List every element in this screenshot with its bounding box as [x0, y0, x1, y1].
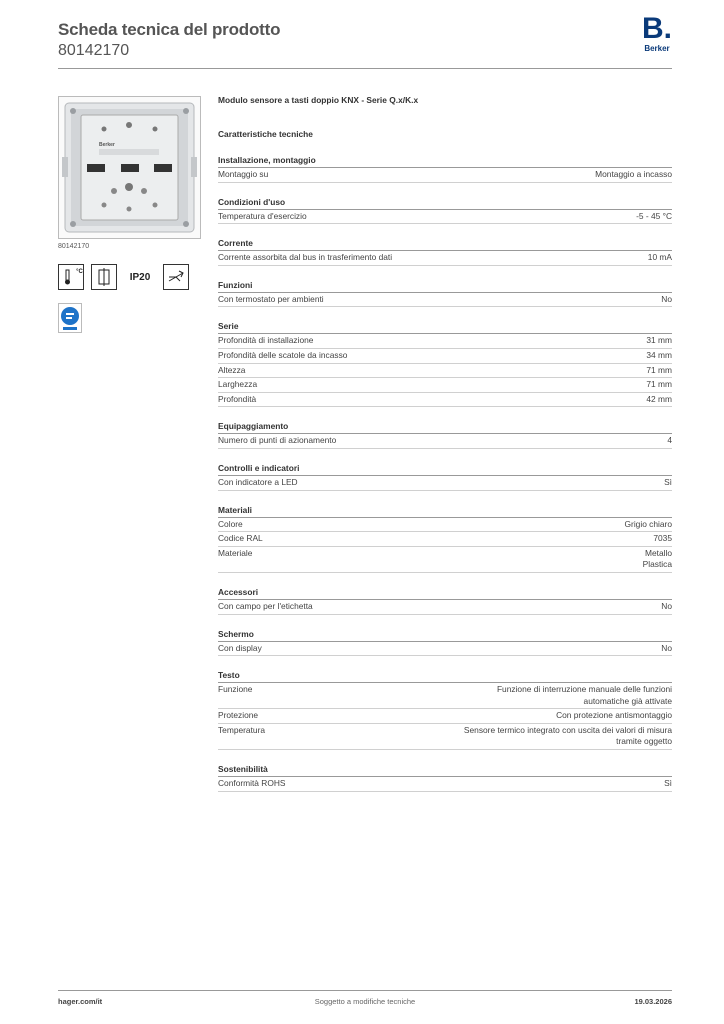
spec-value: 10 mA	[647, 252, 672, 263]
spec-label: Temperatura d'esercizio	[218, 210, 307, 221]
page-header	[58, 20, 280, 60]
spec-label: Codice RAL	[218, 533, 263, 544]
spec-section	[218, 196, 672, 225]
section-title: Equipaggiamento	[218, 420, 672, 434]
spec-value: No	[661, 293, 672, 304]
spec-label: Temperatura	[218, 724, 266, 735]
spec-row	[218, 378, 672, 393]
logo-text: Berker	[644, 44, 670, 53]
spec-row	[218, 168, 672, 183]
section-title: Sostenibilità	[218, 763, 672, 777]
spec-row	[218, 349, 672, 364]
section-title: Serie	[218, 320, 672, 334]
symbol-icons	[58, 264, 189, 290]
spec-section	[218, 462, 672, 491]
spec-row	[218, 518, 672, 533]
spec-label: Profondità delle scatole da incasso	[218, 349, 348, 360]
specs-heading: Caratteristiche tecniche	[218, 129, 313, 139]
spec-value: 34 mm	[646, 349, 672, 360]
logo-letter: B.	[642, 12, 672, 45]
spec-value: 4	[667, 435, 672, 446]
spec-row	[218, 642, 672, 657]
spec-label: Protezione	[218, 710, 259, 721]
spec-section	[218, 279, 672, 308]
spec-section	[218, 586, 672, 615]
spec-row	[218, 293, 672, 308]
spec-label: Con termostato per ambienti	[218, 293, 324, 304]
temperature-icon: °C	[58, 264, 84, 290]
spec-row	[218, 777, 672, 792]
spec-value: Sì	[664, 778, 672, 789]
spec-label: Altezza	[218, 364, 246, 375]
product-code: 80142170	[58, 42, 130, 59]
spec-value: Montaggio a incasso	[595, 169, 672, 179]
spec-value: Sì	[664, 476, 672, 487]
spec-section	[218, 669, 672, 750]
spec-section	[218, 320, 672, 407]
section-title: Materiali	[218, 504, 672, 518]
section-title: Schermo	[218, 628, 672, 642]
spec-value: -5 - 45 °C	[636, 210, 672, 221]
spec-row	[218, 600, 672, 615]
spec-label: Corrente assorbita dal bus in trasferimento dati	[218, 252, 393, 263]
spec-section	[218, 420, 672, 449]
device-label: Berker	[99, 142, 115, 148]
footer-divider	[58, 990, 672, 991]
specs-sections	[218, 154, 672, 792]
footer-date: 19.03.2026	[634, 997, 672, 1006]
section-title: Corrente	[218, 237, 672, 251]
spec-row	[218, 476, 672, 491]
spec-section	[218, 628, 672, 657]
spec-row	[218, 393, 672, 408]
section-title: Funzioni	[218, 279, 672, 293]
energy-label-icon	[58, 303, 82, 333]
spec-label: Materiale	[218, 547, 253, 558]
section-title: Controlli e indicatori	[218, 462, 672, 476]
flush-mount-icon	[91, 264, 117, 290]
spec-row	[218, 210, 672, 225]
sensor-switch-icon	[163, 264, 189, 290]
spec-value: No	[661, 642, 672, 653]
spec-value: Metallo Plastica	[642, 547, 672, 570]
spec-value: 71 mm	[646, 364, 672, 375]
section-title: Condizioni d'uso	[218, 196, 672, 210]
spec-row	[218, 434, 672, 449]
footer-website: hager.com/it	[58, 997, 103, 1006]
page-title: Scheda tecnica del prodotto	[58, 20, 281, 39]
product-photo	[58, 96, 201, 239]
spec-label: Conformità ROHS	[218, 778, 286, 789]
spec-value: 42 mm	[646, 393, 672, 404]
spec-value: 31 mm	[646, 335, 672, 346]
section-title: Testo	[218, 669, 672, 683]
spec-row	[218, 683, 672, 709]
spec-row	[218, 251, 672, 266]
photo-caption: 80142170	[58, 243, 90, 250]
footer-disclaimer: Soggetto a modifiche tecniche	[314, 997, 416, 1006]
spec-value: Sensore termico integrato con uscita dei valori di misura tramite oggetto	[463, 724, 672, 747]
spec-value: Grigio chiaro	[624, 518, 672, 529]
berker-logo	[640, 12, 674, 53]
spec-row	[218, 334, 672, 349]
spec-label: Larghezza	[218, 379, 258, 390]
spec-label: Montaggio su	[218, 169, 269, 179]
ip20-icon: IP20	[129, 271, 151, 283]
spec-row	[218, 547, 672, 573]
spec-label: Con display	[218, 642, 262, 653]
spec-row	[218, 364, 672, 379]
spec-value: No	[661, 600, 672, 611]
spec-label: Profondità	[218, 393, 257, 404]
spec-value: 71 mm	[646, 379, 672, 390]
spec-label: Colore	[218, 518, 243, 529]
spec-label: Profondità di installazione	[218, 335, 314, 346]
header-divider	[58, 68, 672, 69]
spec-row	[218, 709, 672, 724]
spec-label: Con indicatore a LED	[218, 476, 298, 487]
spec-label: Con campo per l'etichetta	[218, 600, 313, 611]
tech-specs	[218, 95, 672, 792]
spec-label: Numero di punti di azionamento	[218, 435, 337, 446]
spec-label: Funzione	[218, 684, 253, 695]
spec-row	[218, 724, 672, 750]
section-title: Accessori	[218, 586, 672, 600]
spec-row	[218, 532, 672, 547]
spec-section	[218, 504, 672, 573]
spec-value: Funzione di interruzione manuale delle funzioni automatiche già attivate	[496, 684, 672, 706]
spec-value: Con protezione antismontaggio	[556, 710, 672, 721]
spec-section	[218, 154, 672, 183]
spec-section	[218, 237, 672, 266]
spec-section	[218, 763, 672, 792]
spec-value: 7035	[653, 533, 672, 544]
section-title: Installazione, montaggio	[218, 154, 672, 168]
product-name: Modulo sensore a tasti doppio KNX - Serie Q.x/K.x	[218, 95, 419, 105]
